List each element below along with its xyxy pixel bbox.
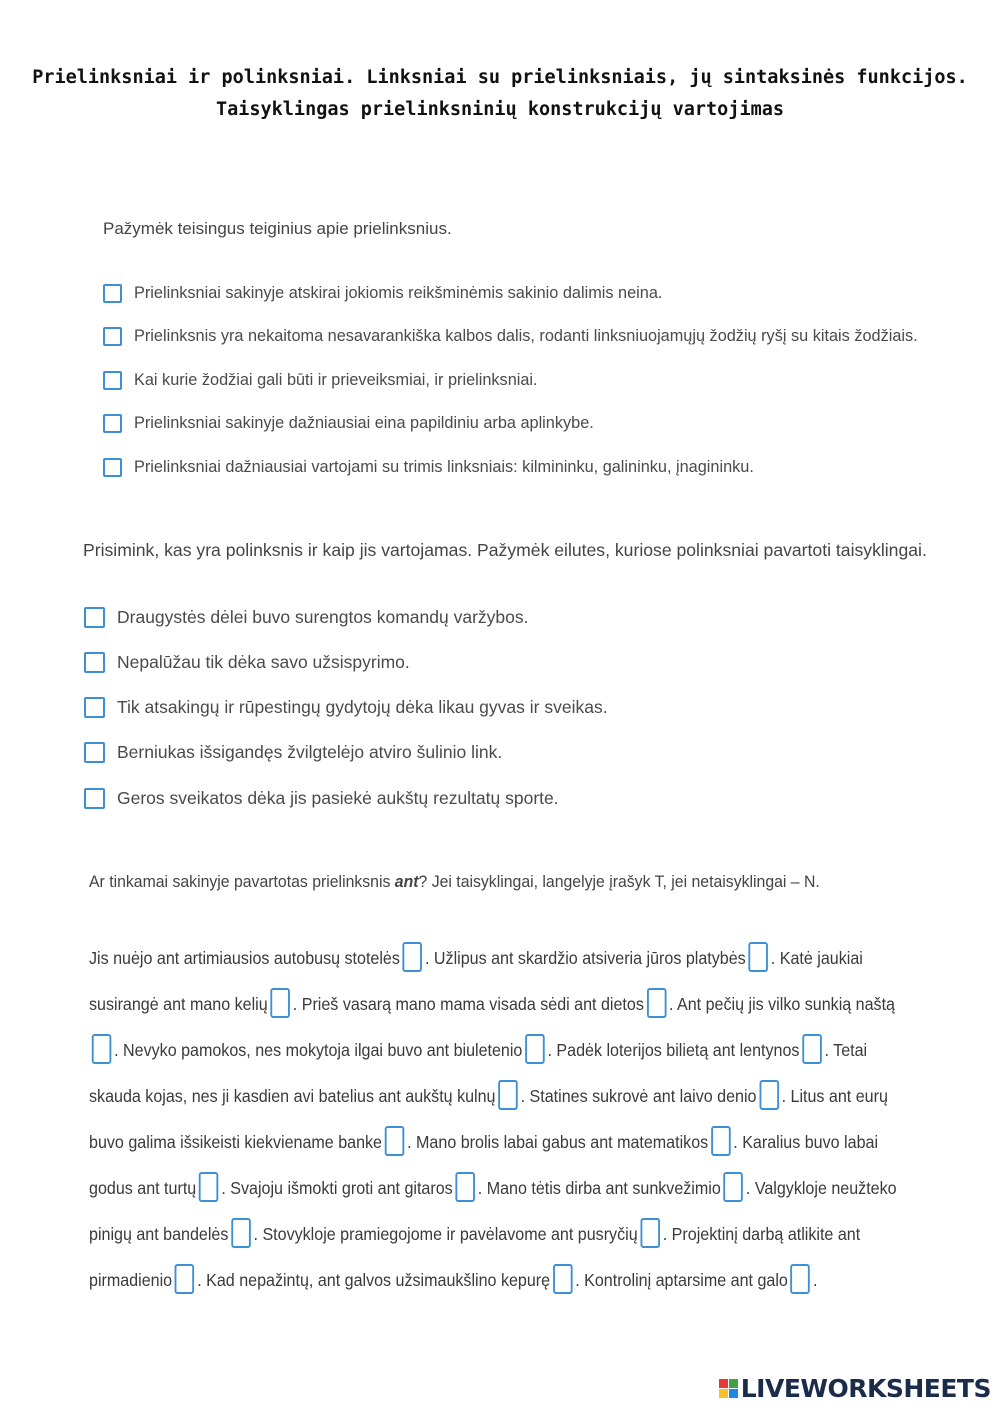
sentence-text: . Kad nepažintų, ant galvos užsimaukšlino kepurę bbox=[197, 1270, 551, 1290]
option-label: Tik atsakingų ir rūpestingų gydytojų dėka likau gyvas ir sveikas. bbox=[117, 696, 608, 717]
answer-box[interactable] bbox=[403, 942, 423, 972]
instruction-keyword: ant bbox=[394, 872, 419, 891]
section2-option[interactable] bbox=[84, 695, 608, 719]
answer-box[interactable] bbox=[199, 1172, 219, 1202]
option-label: Prielinksnis yra nekaitoma nesavarankiška kalbos dalis, rodanti linksniuojamųjų žodžių ryšį su kitais žodžiais. bbox=[134, 326, 918, 345]
sentence-text: . Projektinį darbą atlikite ant pirmadienio bbox=[89, 1224, 861, 1290]
logo-mark-icon bbox=[719, 1379, 738, 1398]
answer-box[interactable] bbox=[231, 1218, 251, 1248]
checkbox[interactable] bbox=[84, 788, 105, 809]
section2-option[interactable] bbox=[84, 786, 559, 810]
sentence-text: . Mano brolis labai gabus ant matematikos bbox=[407, 1132, 709, 1152]
answer-box[interactable] bbox=[385, 1126, 405, 1156]
sentence-text: . bbox=[812, 1270, 818, 1290]
section1-option[interactable] bbox=[103, 324, 918, 348]
sentence-text: . Svajoju išmokti groti ant gitaros bbox=[221, 1178, 453, 1198]
answer-box[interactable] bbox=[711, 1126, 731, 1156]
answer-box[interactable] bbox=[791, 1264, 811, 1294]
option-label: Draugystės dėlei buvo surengtos komandų varžybos. bbox=[117, 606, 529, 627]
logo-square bbox=[729, 1389, 738, 1398]
logo-square bbox=[719, 1389, 728, 1398]
logo-text: LIVEWORKSHEETS bbox=[740, 1374, 991, 1403]
title-line-1: Prielinksniai ir polinksniai. Linksniai su prielinksniais, jų sintaksinės funkcijos. bbox=[32, 67, 968, 88]
answer-box[interactable] bbox=[92, 1034, 112, 1064]
section2-instruction: Prisimink, kas yra polinksnis ir kaip jis vartojamas. Pažymėk eilutes, kuriose polinksniai pavartoti taisyklingai. bbox=[83, 540, 927, 560]
answer-box[interactable] bbox=[647, 988, 667, 1018]
title-line-2: Taisyklingas prielinksninių konstrukcijų vartojimas bbox=[215, 99, 785, 120]
checkbox[interactable] bbox=[103, 371, 122, 390]
section2-option[interactable] bbox=[84, 740, 502, 764]
logo-square bbox=[719, 1379, 728, 1388]
page-title bbox=[0, 62, 1000, 126]
instruction-text: ? Jei taisyklingai, langelyje įrašyk T, jei netaisyklingai – N. bbox=[418, 872, 820, 891]
sentence-text: Jis nuėjo ant artimiausios autobusų stotelės bbox=[89, 948, 400, 968]
section3-instruction bbox=[89, 872, 820, 892]
liveworksheets-logo bbox=[719, 1374, 991, 1403]
option-label: Prielinksniai sakinyje dažniausiai eina papildiniu arba aplinkybe. bbox=[134, 413, 594, 432]
sentence-text: . Mano tėtis dirba ant sunkvežimio bbox=[477, 1178, 721, 1198]
answer-box[interactable] bbox=[802, 1034, 822, 1064]
answer-box[interactable] bbox=[553, 1264, 573, 1294]
sentence-text: . Kontrolinį aptarsime ant galo bbox=[575, 1270, 788, 1290]
answer-box[interactable] bbox=[724, 1172, 744, 1202]
answer-box[interactable] bbox=[525, 1034, 545, 1064]
checkbox[interactable] bbox=[103, 284, 122, 303]
option-label: Prielinksniai sakinyje atskirai jokiomis reikšminėmis sakinio dalimis neina. bbox=[134, 283, 663, 302]
option-label: Berniukas išsigandęs žvilgtelėjo atviro šulinio link. bbox=[117, 741, 503, 762]
sentence-text: . Tetai skauda kojas, nes ji kasdien avi batelius ant aukštų kulnų bbox=[89, 1040, 868, 1106]
checkbox[interactable] bbox=[84, 742, 105, 763]
answer-box[interactable] bbox=[640, 1218, 660, 1248]
sentence-text: . Stovykloje pramiegojome ir pavėlavome ant pusryčių bbox=[253, 1224, 638, 1244]
sentence-text: . Padėk loterijos bilietą ant lentynos bbox=[547, 1040, 800, 1060]
sentence-text: . Statines sukrovė ant laivo denio bbox=[520, 1086, 757, 1106]
answer-box[interactable] bbox=[455, 1172, 475, 1202]
option-label: Kai kurie žodžiai gali būti ir prieveiksmiai, ir prielinksniai. bbox=[134, 370, 538, 389]
sentence-text: . Užlipus ant skardžio atsiveria jūros platybės bbox=[425, 948, 746, 968]
option-label: Nepalūžau tik dėka savo užsispyrimo. bbox=[117, 651, 410, 672]
section1-option[interactable] bbox=[103, 455, 754, 479]
answer-box[interactable] bbox=[175, 1264, 195, 1294]
logo-square bbox=[729, 1379, 738, 1388]
answer-box[interactable] bbox=[759, 1080, 779, 1110]
section1-option[interactable] bbox=[103, 281, 662, 305]
answer-box[interactable] bbox=[748, 942, 768, 972]
sentence-text: . Ant pečių jis vilko sunkią naštą bbox=[668, 994, 896, 1014]
checkbox[interactable] bbox=[103, 327, 122, 346]
option-label: Prielinksniai dažniausiai vartojami su trimis linksniais: kilmininku, galininku, įnagininku. bbox=[134, 457, 754, 476]
section2-option[interactable] bbox=[84, 605, 528, 629]
sentence-text: . Prieš vasarą mano mama visada sėdi ant dietos bbox=[292, 994, 644, 1014]
checkbox[interactable] bbox=[84, 652, 105, 673]
fill-in-paragraph bbox=[89, 935, 917, 1303]
instruction-text: Ar tinkamai sakinyje pavartotas prielinksnis bbox=[89, 872, 395, 891]
checkbox[interactable] bbox=[84, 607, 105, 628]
option-label: Geros sveikatos dėka jis pasiekė aukštų rezultatų sporte. bbox=[117, 787, 559, 808]
sentence-text: . Valgykloje neužteko pinigų ant bandelės bbox=[89, 1178, 897, 1244]
sentence-text: . Karalius buvo labai godus ant turtų bbox=[89, 1132, 879, 1198]
section2-option[interactable] bbox=[84, 650, 410, 674]
answer-box[interactable] bbox=[270, 988, 290, 1018]
answer-box[interactable] bbox=[498, 1080, 518, 1110]
checkbox[interactable] bbox=[103, 414, 122, 433]
section1-option[interactable] bbox=[103, 368, 538, 392]
section1-option[interactable] bbox=[103, 411, 594, 435]
checkbox[interactable] bbox=[103, 458, 122, 477]
sentence-text: . Katė jaukiai susirangė ant mano kelių bbox=[89, 948, 863, 1014]
sentence-text: . Litus ant eurų buvo galima išsikeisti kiekviename banke bbox=[89, 1086, 888, 1152]
sentence-text: . Nevyko pamokos, nes mokytoja ilgai buvo ant biuletenio bbox=[114, 1040, 523, 1060]
checkbox[interactable] bbox=[84, 697, 105, 718]
section1-instruction: Pažymėk teisingus teiginius apie prielinksnius. bbox=[103, 219, 452, 238]
